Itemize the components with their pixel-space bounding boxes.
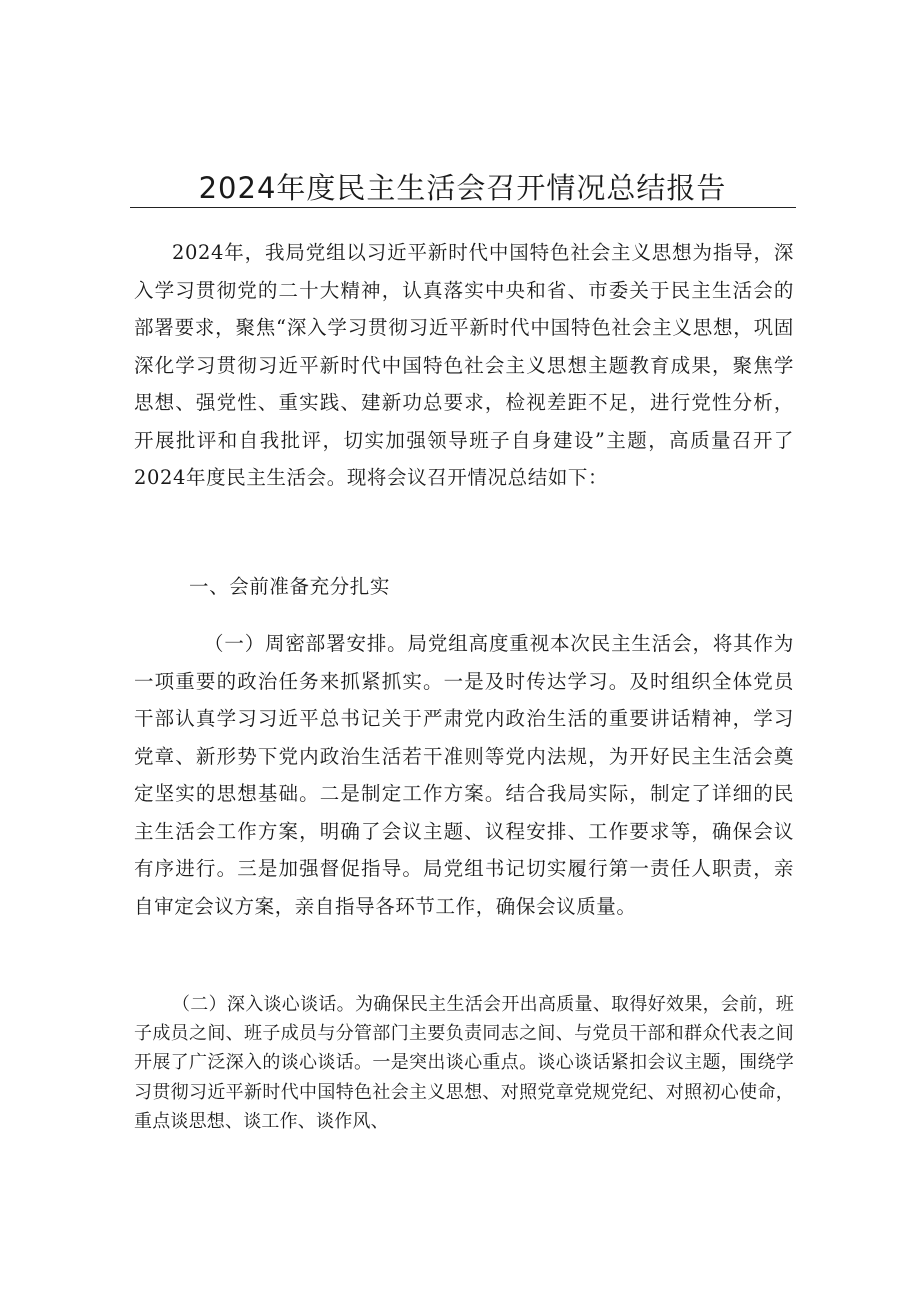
section-heading-1: 一、会前准备充分扎实 (189, 575, 391, 598)
intro-paragraph: 2024年，我局党组以习近平新时代中国特色社会主义思想为指导，深入学习贯彻党的二十大精神，认真落实中央和省、市委关于民主生活会的部署要求，聚焦“深入学习贯彻习近平新时代中国特色社会主义思想，巩固深化学习贯彻习近平新时代中国特色社会主义思想主题教育成果，聚焦学思想、强党性、重实践、建新功总要求，检视差距不足，进行党性分析，开展批评和自我批评，切实加强领导班子自身建设”主题，高质量召开了2024年度民主生活会。现将会议召开情况总结如下： (134, 241, 794, 489)
subsection-paragraph-1: （一）周密部署安排。局党组高度重视本次民主生活会，将其作为一项重要的政治任务来抓紧抓实。一是及时传达学习。及时组织全体党员干部认真学习习近平总书记关于严肃党内政治生活的重要讲话精神，学习党章、新形势下党内政治生活若干准则等党内法规，为开好民主生活会奠定坚实的思想基础。二是制定工作方案。结合我局实际，制定了详细的民主生活会工作方案，明确了会议主题、议程安排、工作要求等，确保会议有序进行。三是加强督促指导。局党组书记切实履行第一责任人职责，亲自审定会议方案，亲自指导各环节工作，确保会议质量。 (134, 632, 794, 918)
title-underline (130, 207, 796, 208)
subsection-paragraph-2: （二）深入谈心谈话。为确保民主生活会开出高质量、取得好效果，会前，班子成员之间、班子成员与分管部门主要负责同志之间、与党员干部和群众代表之间开展了广泛深入的谈心谈话。一是突出谈心重点。谈心谈话紧扣会议主题，围绕学习贯彻习近平新时代中国特色社会主义思想、对照党章党规党纪、对照初心使命，重点谈思想、谈工作、谈作风、 (134, 994, 794, 1132)
document-title: 2024年度民主生活会召开情况总结报告 (198, 171, 727, 205)
